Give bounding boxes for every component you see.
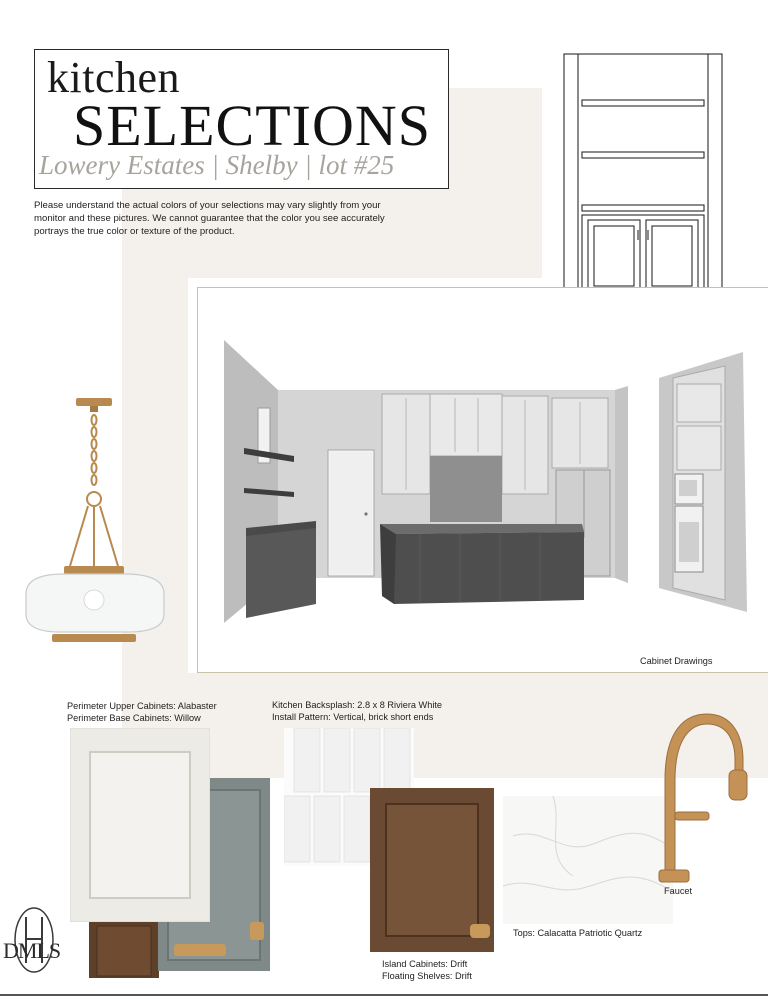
perimeter-base-label: Perimeter Base Cabinets: Willow [67, 713, 201, 723]
bottom-rule [0, 994, 768, 996]
perimeter-cabinets-label [67, 700, 217, 724]
island-cabinets-spec: Island Cabinets: Drift [382, 959, 468, 969]
pantry-line-drawing [560, 52, 730, 314]
tops-label: Tops: Calacatta Patriotic Quartz [513, 928, 643, 938]
faucet-image [655, 710, 750, 885]
oven-wall-rendering [655, 350, 750, 615]
disclaimer-line-2: monitor and these pictures. We cannot guarantee that the color you see accurately [34, 213, 385, 224]
disclaimer-line-3: portrays the true color or texture of the product. [34, 226, 235, 237]
backsplash-spec: Kitchen Backsplash: 2.8 x 8 Riviera White [272, 700, 443, 710]
kitchen-3d-rendering [220, 338, 630, 628]
island-label [382, 958, 472, 982]
drift-small-swatch [89, 918, 159, 978]
disclaimer-line-1: Please understand the actual colors of your selections may vary slightly from your [34, 200, 381, 211]
drift-island-swatch [370, 788, 494, 952]
alabaster-cabinet-swatch [70, 728, 210, 922]
title-kitchen: kitchen [47, 53, 181, 102]
title-box [34, 49, 449, 189]
cabinet-drawings-caption: Cabinet Drawings [640, 656, 713, 666]
floating-shelves-spec: Floating Shelves: Drift [382, 971, 472, 981]
project-subtitle: Lowery Estates | Shelby | lot #25 [39, 150, 395, 180]
perimeter-upper-label: Perimeter Upper Cabinets: Alabaster [67, 701, 217, 711]
title-selections: SELECTIONS [73, 93, 431, 158]
backsplash-label [272, 699, 442, 723]
faucet-label: Faucet [664, 886, 693, 896]
pendant-light-image [18, 394, 172, 650]
quartz-tops-swatch [503, 796, 673, 924]
install-pattern-spec: Install Pattern: Vertical, brick short ends [272, 712, 434, 722]
color-disclaimer [34, 199, 434, 238]
dmls-watermark: DMLS [3, 938, 61, 963]
